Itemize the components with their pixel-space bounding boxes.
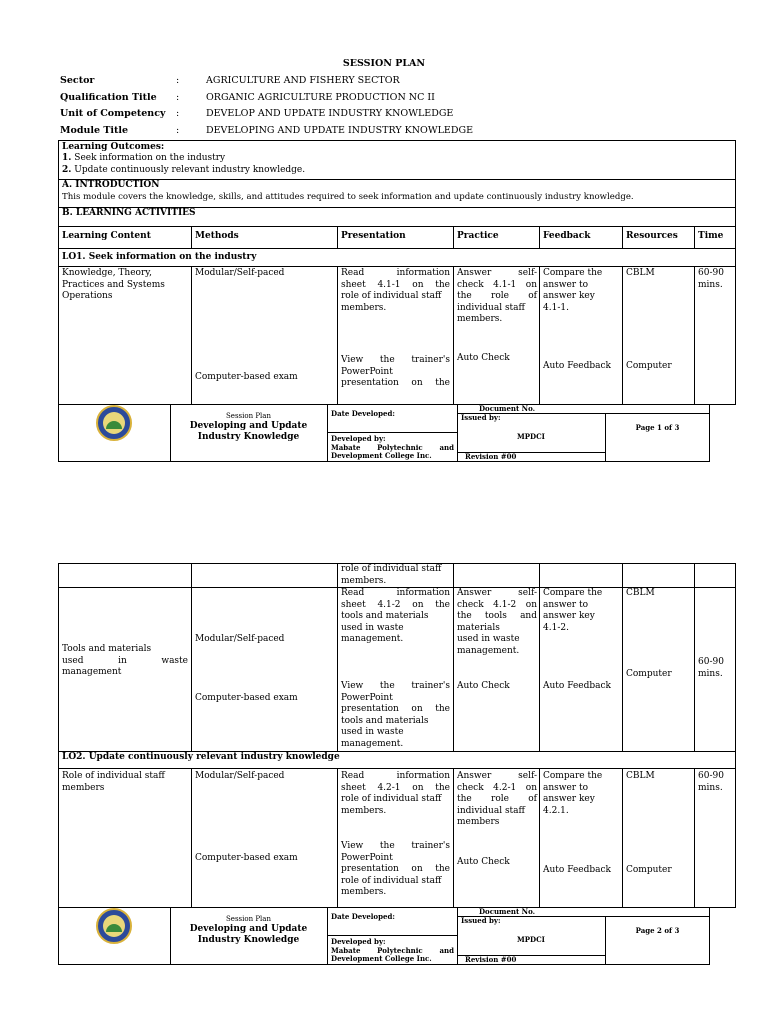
footer-date-developed: Date Developed: bbox=[331, 912, 395, 921]
footer-module-title: Developing and Update Industry Knowledge bbox=[189, 924, 308, 945]
col-resources: Resources bbox=[626, 231, 678, 241]
practice-cell: Answer self- check 4.2-1 on the role of individual staff members bbox=[457, 771, 537, 828]
qualification-label: Qualification Title bbox=[60, 92, 157, 103]
lo2-heading: LO2. Update continuously relevant industry knowledge bbox=[62, 752, 340, 762]
resource-cell: CBLM bbox=[626, 588, 655, 598]
presentation-cell: Read information sheet 4.2-1 on the role of individual staff members. bbox=[341, 771, 450, 816]
footer-developer: Mabate Polytechnic and bbox=[331, 443, 454, 452]
col-time: Time bbox=[698, 231, 724, 241]
resource-cell: Computer bbox=[626, 361, 672, 371]
footer-session-plan: Session Plan bbox=[226, 915, 271, 923]
colon: : bbox=[176, 125, 180, 136]
footer-issuer: MPDCI bbox=[517, 935, 545, 944]
col-learning-content: Learning Content bbox=[62, 231, 151, 241]
time-cell: 60-90 mins. bbox=[698, 268, 724, 290]
practice-cell: Auto Check bbox=[457, 857, 510, 867]
footer-issued-by: Issued by: bbox=[461, 916, 501, 925]
feedback-cell: Auto Feedback bbox=[543, 681, 611, 691]
col-methods: Methods bbox=[195, 231, 239, 241]
lo1-heading: LO1. Seek information on the industry bbox=[62, 252, 257, 262]
module-value: DEVELOPING AND UPDATE INDUSTRY KNOWLEDGE bbox=[206, 125, 473, 136]
feedback-cell: Compare the answer to answer key 4.1-1. bbox=[543, 268, 603, 313]
module-label: Module Title bbox=[60, 125, 129, 136]
footer-issued-by: Issued by: bbox=[461, 413, 501, 422]
method-cell: Modular/Self-paced bbox=[195, 268, 285, 278]
content-cell: Knowledge, Theory, Practices and Systems Operations bbox=[62, 268, 165, 302]
footer-document-no: Document No. bbox=[478, 907, 536, 916]
sector-value: AGRICULTURE AND FISHERY SECTOR bbox=[206, 75, 400, 86]
presentation-cell: View the trainer's PowerPoint presentation on the bbox=[341, 355, 450, 389]
footer-document-no: Document No. bbox=[478, 404, 536, 413]
col-feedback: Feedback bbox=[543, 231, 591, 241]
col-practice: Practice bbox=[457, 231, 499, 241]
feedback-cell: Compare the answer to answer key 4.1-2. bbox=[543, 588, 603, 633]
colon: : bbox=[176, 75, 180, 86]
method-cell: Modular/Self-paced bbox=[195, 634, 285, 644]
resource-cell: Computer bbox=[626, 669, 672, 679]
practice-cell: Auto Check bbox=[457, 681, 510, 691]
presentation-cell: View the trainer's PowerPoint presentation on the tools and materials used in waste management. bbox=[341, 681, 450, 749]
footer-developed-by: Developed by: bbox=[331, 937, 386, 946]
footer-developer: Development College Inc. bbox=[331, 954, 432, 963]
col-presentation: Presentation bbox=[341, 231, 406, 241]
footer-session-plan: Session Plan bbox=[226, 412, 271, 420]
outcome-item-2 bbox=[62, 165, 305, 177]
colon: : bbox=[176, 92, 180, 103]
resource-cell: CBLM bbox=[626, 268, 655, 278]
footer-developed-by: Developed by: bbox=[331, 434, 386, 443]
resource-cell: Computer bbox=[626, 865, 672, 875]
time-cell: 60-90 mins. bbox=[698, 657, 724, 679]
footer-date-developed: Date Developed: bbox=[331, 409, 395, 418]
presentation-cell: View the trainer's PowerPoint presentation on the role of individual staff members. bbox=[341, 841, 450, 898]
practice-cell: Answer self- check 4.1-1 on the role of individual staff members. bbox=[457, 268, 537, 325]
colon: : bbox=[176, 108, 180, 119]
presentation-cell: Read information sheet 4.1-1 on the role of individual staff members. bbox=[341, 268, 450, 313]
feedback-cell: Compare the answer to answer key 4.2.1. bbox=[543, 771, 603, 816]
footer-issuer: MPDCI bbox=[517, 432, 545, 441]
practice-cell: Answer self- check 4.1-2 on the tools and materials used in waste management. bbox=[457, 588, 537, 656]
time-cell: 60-90 mins. bbox=[698, 771, 724, 793]
outcome-text: Seek information on the industry bbox=[74, 153, 226, 163]
footer-developer: Mabate Polytechnic and bbox=[331, 946, 454, 955]
footer-revision: Revision #00 bbox=[465, 452, 517, 461]
introduction-text: This module covers the knowledge, skills, and attitudes required to seek information and update continuously industry knowledge. bbox=[62, 192, 634, 202]
method-cell: Computer-based exam bbox=[195, 372, 298, 382]
outcomes-heading: Learning Outcomes: bbox=[62, 142, 165, 152]
method-cell: Computer-based exam bbox=[195, 693, 298, 703]
resource-cell: CBLM bbox=[626, 771, 655, 781]
feedback-cell: Auto Feedback bbox=[543, 865, 611, 875]
content-cell: Tools and materials used in waste management bbox=[62, 644, 188, 678]
method-cell: Computer-based exam bbox=[195, 853, 298, 863]
footer-developer: Development College Inc. bbox=[331, 451, 432, 460]
school-seal-icon bbox=[96, 908, 132, 944]
practice-cell: Auto Check bbox=[457, 353, 510, 363]
outcome-item-1 bbox=[62, 153, 225, 165]
outcome-text: Update continuously relevant industry knowledge. bbox=[74, 165, 306, 175]
page-title: SESSION PLAN bbox=[342, 58, 426, 69]
footer-page-number: Page 2 of 3 bbox=[635, 926, 680, 935]
qualification-value: ORGANIC AGRICULTURE PRODUCTION NC II bbox=[206, 92, 435, 103]
presentation-cell: Read information sheet 4.1-2 on the tools and materials used in waste management. bbox=[341, 588, 450, 645]
content-cell: Role of individual staff members bbox=[62, 771, 165, 793]
school-seal-icon bbox=[96, 405, 132, 441]
footer-page-number: Page 1 of 3 bbox=[635, 423, 680, 432]
introduction-heading: A. INTRODUCTION bbox=[62, 180, 160, 190]
feedback-cell: Auto Feedback bbox=[543, 361, 611, 371]
presentation-cell: role of individual staff members. bbox=[341, 564, 442, 586]
sector-label: Sector bbox=[60, 75, 95, 86]
activities-heading: B. LEARNING ACTIVITIES bbox=[62, 208, 196, 218]
unit-label: Unit of Competency bbox=[60, 108, 166, 119]
outcome-number: 1. bbox=[62, 153, 72, 163]
unit-value: DEVELOP AND UPDATE INDUSTRY KNOWLEDGE bbox=[206, 108, 454, 119]
outcome-number: 2. bbox=[62, 165, 72, 175]
footer-revision: Revision #00 bbox=[465, 955, 517, 964]
method-cell: Modular/Self-paced bbox=[195, 771, 285, 781]
footer-module-title: Developing and Update Industry Knowledge bbox=[189, 421, 308, 442]
